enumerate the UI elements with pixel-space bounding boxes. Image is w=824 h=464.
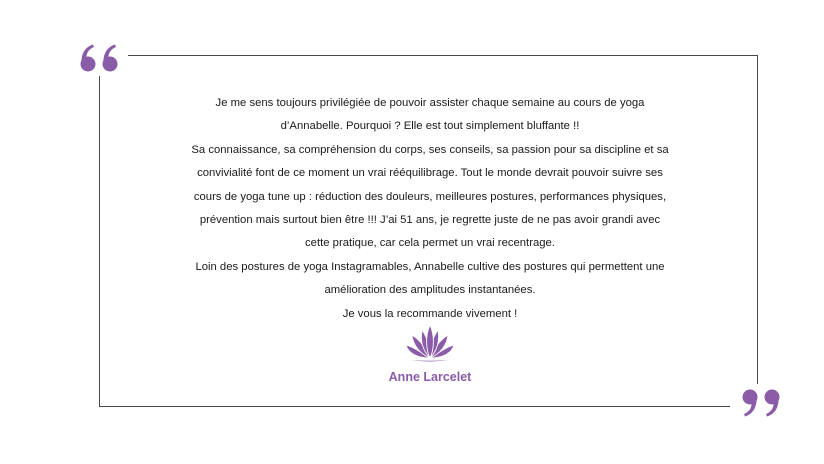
testimonial-line: Je vous la recommande vivement ! <box>342 307 518 320</box>
testimonial-line: cette pratique, car cela permet un vrai recentrage. <box>305 237 555 250</box>
open-quote-icon <box>78 43 122 73</box>
testimonial-line: prévention mais surtout bien être !!! J’ai 51 ans, je regrette juste de ne pas avoir grandi avec <box>199 214 661 227</box>
testimonial-line: Je me sens toujours privilégiée de pouvoir assister chaque semaine au cours de yoga <box>215 97 645 109</box>
testimonial-line: convivialité font de ce moment un vrai rééquilibrage. Tout le monde devrait pouvoir suivre ses <box>197 167 663 180</box>
close-quote-icon <box>738 388 782 418</box>
testimonial-text <box>150 92 710 326</box>
testimonial-line: Loin des postures de yoga Instagramables, Annabelle cultive des postures qui permettent une <box>195 260 665 273</box>
author-name: Anne Larcelet <box>388 370 472 384</box>
testimonial-line: Sa connaissance, sa compréhension du corps, ses conseils, sa passion pour sa discipline et sa <box>191 143 669 156</box>
testimonial-line: cours de yoga tune up : réduction des douleurs, meilleures postures, performances physiques, <box>193 190 667 203</box>
testimonial-line: d’Annabelle. Pourquoi ? Elle est tout simplement bluffante !! <box>280 120 580 133</box>
lotus-icon <box>405 323 455 363</box>
testimonial-line: amélioration des amplitudes instantanées. <box>324 284 536 297</box>
